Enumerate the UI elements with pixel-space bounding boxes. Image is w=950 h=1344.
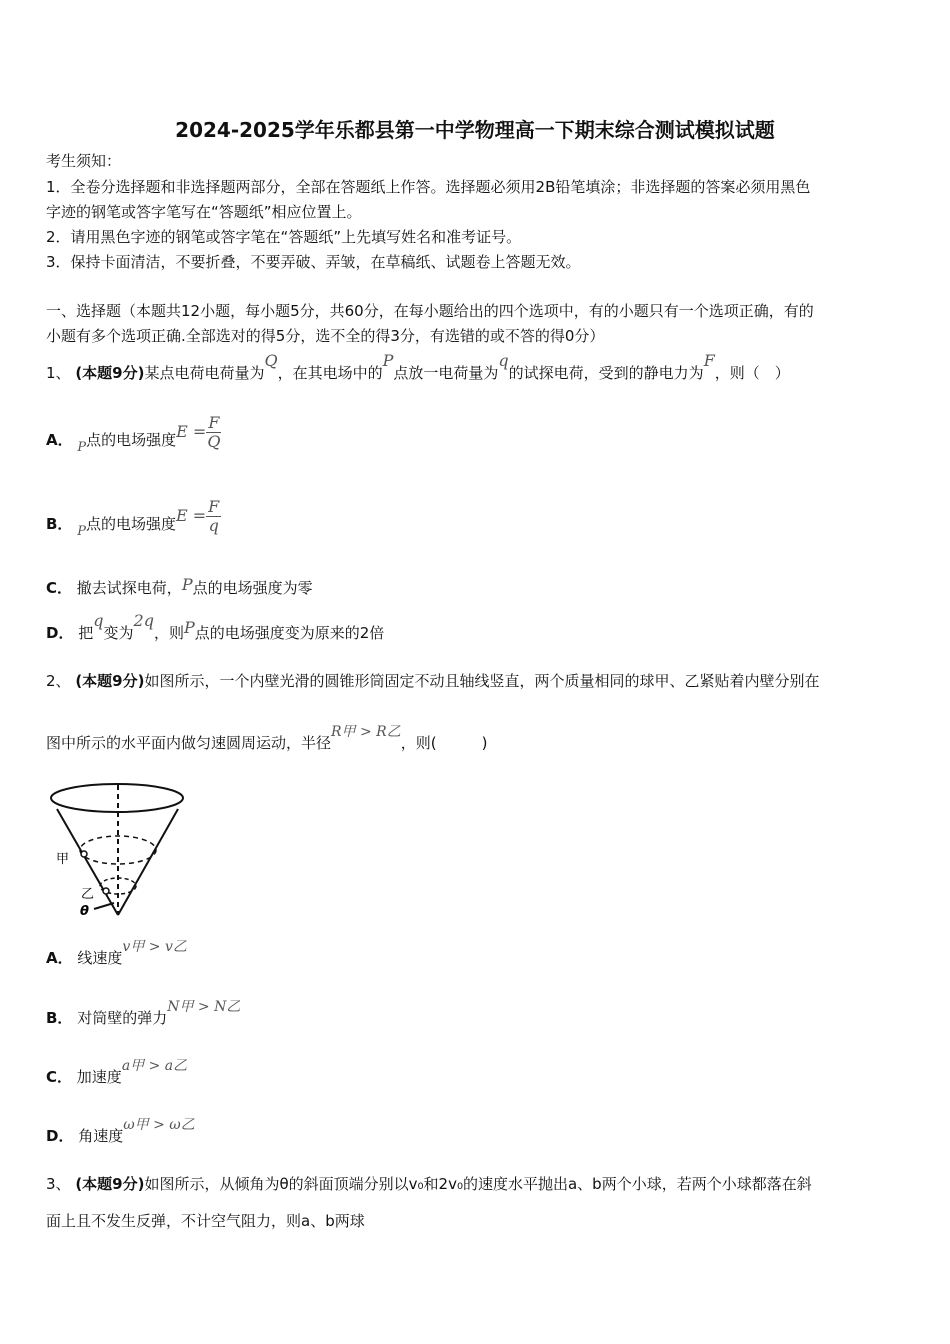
cone-figure [44, 783, 194, 923]
notice-item: 2．请用黑色字迹的钢笔或答字笔在“答题纸”上先填写姓名和准考证号。 [46, 228, 522, 246]
option-text: 角速度 [78, 1127, 124, 1145]
q-text: 如图所示，一个内壁光滑的圆锥形筒固定不动且轴线竖直，两个质量相同的球甲、乙紧贴着内壁分别在 [144, 672, 820, 690]
math: q [498, 351, 509, 370]
option-text: ，则 [153, 624, 184, 642]
fraction [206, 498, 221, 535]
q1-option-a[interactable] [46, 413, 221, 462]
notice-item: 字迹的钢笔或答字笔写在“答题纸”相应位置上。 [46, 203, 362, 221]
q2-option-b[interactable] [46, 999, 241, 1029]
math: R甲 > R乙 [331, 724, 401, 740]
math: ω甲 > ω乙 [123, 1117, 195, 1133]
q-num: 1、 [46, 364, 71, 382]
option-label: A． [46, 431, 73, 449]
math: E = [176, 422, 207, 441]
q-text: ，则( ) [400, 734, 488, 752]
numerator: F [208, 413, 220, 432]
q2-option-c[interactable] [46, 1058, 188, 1088]
numerator: F [208, 497, 220, 516]
question-3-cont: 面上且不发生反弹，不计空气阻力，则a、b两球 [46, 1212, 365, 1230]
denominator: Q [207, 432, 221, 451]
math: P [382, 351, 394, 370]
denominator: q [208, 516, 219, 535]
question-1 [46, 351, 790, 383]
option-label: C． [46, 1068, 73, 1086]
option-label: B． [46, 1009, 73, 1027]
q-text: 的试探电荷，受到的静电力为 [508, 364, 704, 382]
q1-option-d[interactable] [46, 611, 385, 643]
math: 2q [133, 611, 154, 630]
math: N甲 > N乙 [167, 999, 241, 1015]
notice-item: 1．全卷分选择题和非选择题两部分，全部在答题纸上作答。选择题必须用2B铅笔填涂；非选择题的答案必须用黑色 [46, 178, 811, 196]
q-score: (本题9分) [75, 1175, 145, 1193]
fraction [206, 414, 221, 451]
label-theta: θ [80, 904, 89, 919]
page-title: 2024-2025学年乐都县第一中学物理高一下期末综合测试模拟试题 [175, 118, 775, 142]
q-text: 图中所示的水平面内做匀速圆周运动，半径 [46, 734, 332, 752]
math: Q [264, 351, 278, 370]
q-score: (本题9分) [75, 364, 145, 382]
math: F [703, 351, 715, 370]
option-text: 加速度 [76, 1068, 122, 1086]
section-heading: 一、选择题（本题共12小题，每小题5分，共60分，在每小题给出的四个选项中，有的小题只有一个选项正确，有的 [46, 302, 814, 320]
option-label: C． [46, 579, 73, 597]
label-yi: 乙 [81, 887, 95, 902]
option-text: 点的电场强度 [85, 515, 176, 533]
q1-option-b[interactable] [46, 497, 221, 546]
option-text: 点的电场强度变为原来的2倍 [194, 624, 385, 642]
question-2-cont [46, 724, 488, 754]
math: E = [175, 506, 207, 525]
option-text: 对筒壁的弹力 [77, 1009, 168, 1027]
option-text: 变为 [103, 624, 134, 642]
question-2 [46, 671, 820, 691]
q-num: 3、 [46, 1175, 71, 1193]
section-heading-cont: 小题有多个选项正确.全部选对的得5分，选不全的得3分，有选错的或不答的得0分） [46, 327, 605, 345]
math: q [93, 611, 104, 630]
question-3 [46, 1174, 812, 1194]
option-text: 线速度 [77, 949, 123, 967]
option-label: A． [46, 949, 73, 967]
q-score: (本题9分) [75, 672, 145, 690]
option-text: 把 [78, 624, 94, 642]
notice-heading: 考生须知： [46, 152, 122, 170]
option-text: 点的电场强度 [86, 431, 177, 449]
math: P [77, 524, 86, 539]
option-text: 点的电场强度为零 [192, 579, 313, 597]
q-text: 如图所示，从倾角为θ的斜面顶端分别以v₀和2v₀的速度水平抛出a、b两个小球，若两个小球都落在斜 [144, 1175, 812, 1193]
math: P [183, 618, 195, 637]
label-jia: 甲 [56, 852, 70, 867]
q-text: 点放一电荷量为 [393, 364, 499, 382]
q-text: 某点电荷电荷量为 [144, 364, 265, 382]
option-label: D． [46, 624, 74, 642]
math: P [77, 440, 87, 455]
q-text: ，在其电场中的 [277, 364, 383, 382]
q2-option-d[interactable] [46, 1117, 195, 1147]
q1-option-c[interactable] [46, 575, 313, 598]
math: v甲 > v乙 [122, 939, 187, 955]
q-num: 2、 [46, 672, 71, 690]
q2-option-a[interactable] [46, 939, 187, 969]
math: a甲 > a乙 [121, 1058, 188, 1074]
option-label: D． [46, 1127, 74, 1145]
math: P [181, 575, 193, 594]
q-text: ，则（ ） [714, 364, 790, 382]
notice-item: 3．保持卡面清洁，不要折叠，不要弄破、弄皱，在草稿纸、试题卷上答题无效。 [46, 253, 581, 271]
option-label: B． [46, 515, 73, 533]
option-text: 撤去试探电荷， [76, 579, 182, 597]
